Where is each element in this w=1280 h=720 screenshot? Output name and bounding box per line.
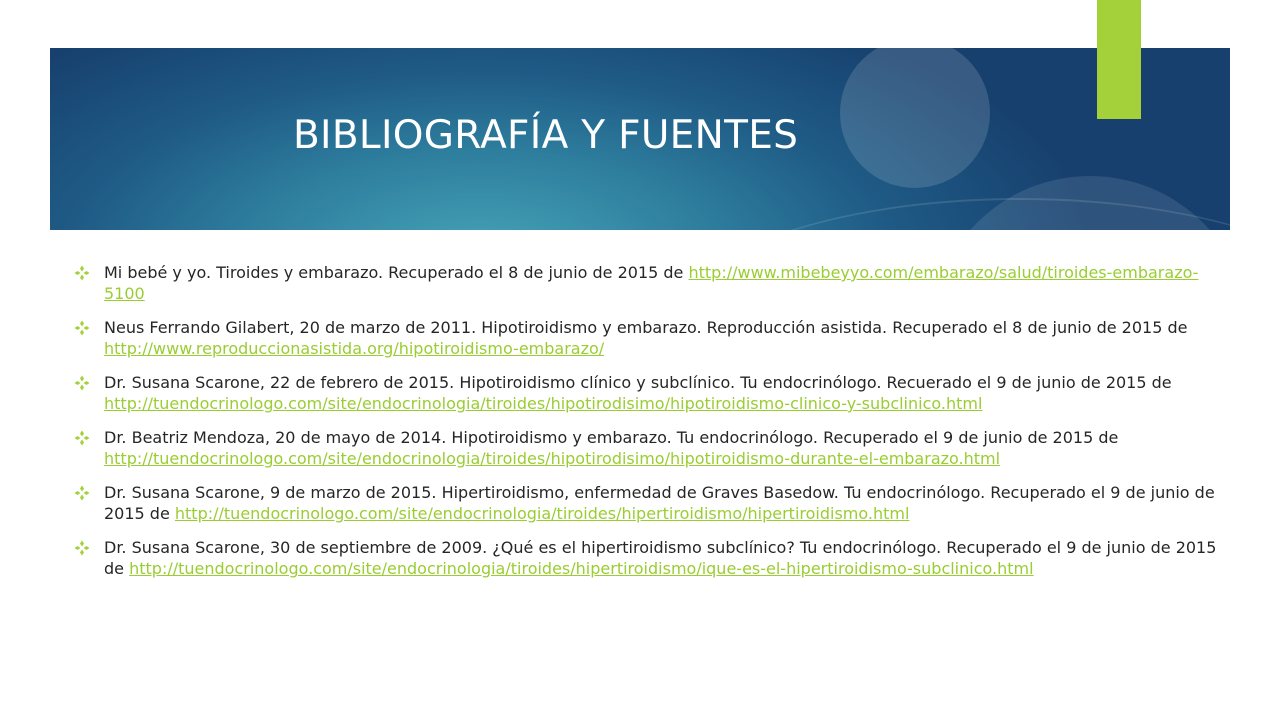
reference-link[interactable]: http://tuendocrinologo.com/site/endocrinologia/tiroides/hipotirodisimo/hipotiroidismo-durante-el-embarazo.html bbox=[104, 449, 1001, 468]
reference-item bbox=[74, 537, 1234, 579]
reference-item bbox=[74, 317, 1234, 359]
green-accent-bar bbox=[1097, 0, 1141, 119]
four-diamond-bullet-icon bbox=[74, 265, 90, 281]
reference-link[interactable]: http://www.reproduccionasistida.org/hipotiroidismo-embarazo/ bbox=[104, 339, 605, 358]
reference-link[interactable]: http://tuendocrinologo.com/site/endocrinologia/tiroides/hipotirodisimo/hipotiroidismo-clinico-y-subclinico.html bbox=[104, 394, 983, 413]
reference-text: Dr. Susana Scarone, 9 de marzo de 2015. Hipertiroidismo, enfermedad de Graves Basedow. Tu endocrinólogo. Recuperado el 9 de junio de 2015 de bbox=[104, 483, 1215, 523]
reference-text: Dr. Beatriz Mendoza, 20 de mayo de 2014. Hipotiroidismo y embarazo. Tu endocrinólogo. Recuperado el 9 de junio de 2015 de bbox=[104, 428, 1119, 447]
reference-link[interactable]: http://tuendocrinologo.com/site/endocrinologia/tiroides/hipertiroidismo/ique-es-el-hipertiroidismo-subclinico.html bbox=[129, 559, 1034, 578]
reference-item bbox=[74, 427, 1234, 469]
reference-item bbox=[74, 262, 1234, 304]
reference-text: Mi bebé y yo. Tiroides y embarazo. Recuperado el 8 de junio de 2015 de bbox=[104, 263, 689, 282]
reference-link[interactable]: http://tuendocrinologo.com/site/endocrinologia/tiroides/hipertiroidismo/hipertiroidismo.html bbox=[174, 504, 910, 523]
reference-item bbox=[74, 372, 1234, 414]
reference-text: Neus Ferrando Gilabert, 20 de marzo de 2011. Hipotiroidismo y embarazo. Reproducción asistida. Recuperado el 8 de junio de 2015 de bbox=[104, 318, 1188, 337]
four-diamond-bullet-icon bbox=[74, 430, 90, 446]
decorative-circle bbox=[840, 48, 990, 188]
four-diamond-bullet-icon bbox=[74, 375, 90, 391]
slide-title: BIBLIOGRAFÍA Y FUENTES bbox=[293, 113, 799, 158]
four-diamond-bullet-icon bbox=[74, 540, 90, 556]
reference-link[interactable]: http://www.mibebeyyo.com/embarazo/salud/tiroides-embarazo-5100 bbox=[104, 263, 1199, 303]
reference-list bbox=[74, 262, 1234, 592]
four-diamond-bullet-icon bbox=[74, 485, 90, 501]
reference-text: Dr. Susana Scarone, 22 de febrero de 2015. Hipotiroidismo clínico y subclínico. Tu endocrinólogo. Recuerado el 9 de junio de 2015 de bbox=[104, 373, 1172, 392]
reference-text: Dr. Susana Scarone, 30 de septiembre de 2009. ¿Qué es el hipertiroidismo subclínico? Tu endocrinólogo. Recuperado el 9 de junio de 2015 de bbox=[104, 538, 1217, 578]
reference-item bbox=[74, 482, 1234, 524]
four-diamond-bullet-icon bbox=[74, 320, 90, 336]
